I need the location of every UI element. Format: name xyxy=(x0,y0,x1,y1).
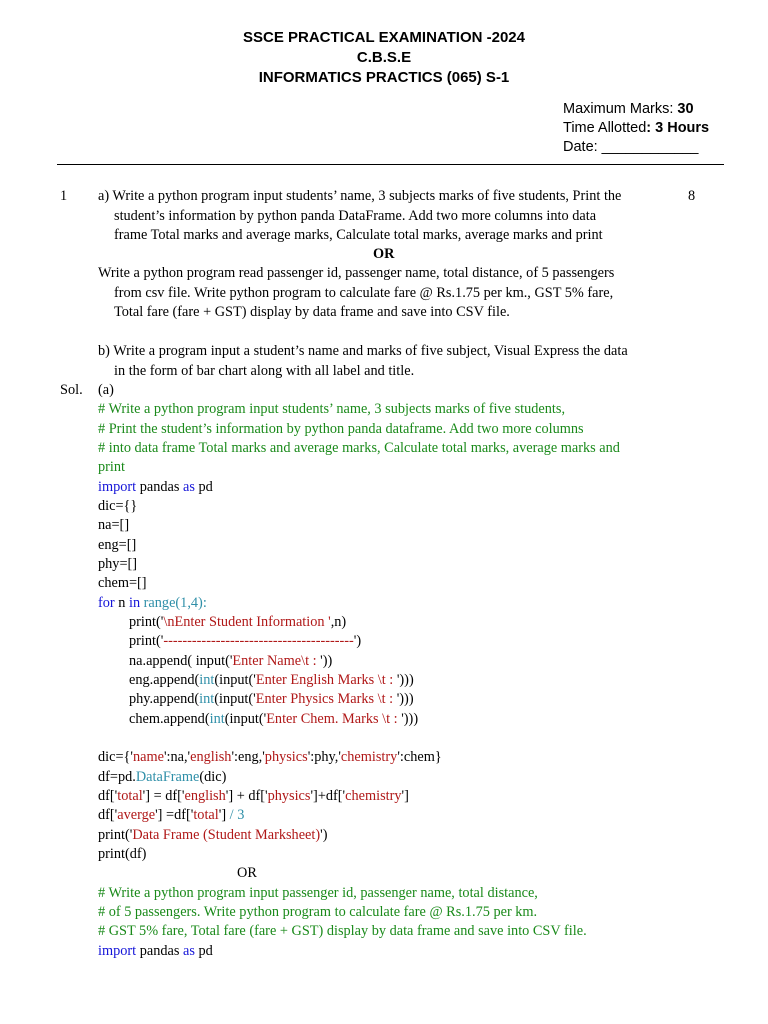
question-marks: 8 xyxy=(688,188,696,204)
code-text: ':phy,' xyxy=(307,749,341,765)
string-literal: total xyxy=(193,807,219,823)
code-line-append xyxy=(129,690,414,710)
string-literal: Enter English Marks \t : xyxy=(255,672,397,688)
code-line-import xyxy=(98,478,213,498)
string-literal: english xyxy=(190,749,232,765)
code-line: dic={} xyxy=(98,498,138,514)
code-text: print(' xyxy=(129,614,164,630)
code-text: '] + df[' xyxy=(225,788,268,804)
question-number: 1 xyxy=(60,188,68,204)
code-comment: # of 5 passengers. Write python program to calculate fare @ Rs.1.75 per km. xyxy=(98,904,538,920)
code-comment: print xyxy=(98,459,126,475)
string-literal: name xyxy=(132,749,164,765)
code-line-append xyxy=(129,710,418,730)
code-text: (1,4): xyxy=(175,595,207,611)
code-line-print-df: print(df) xyxy=(98,846,147,862)
code-text: pd xyxy=(194,943,213,959)
code-text: pd xyxy=(194,479,213,495)
question-alt-line-2: from csv file. Write python program to calculate fare @ Rs.1.75 per km., GST 5% fare, xyxy=(114,285,614,301)
date-field: Date: ____________ xyxy=(563,139,699,155)
code-text: phy.append( xyxy=(129,691,200,707)
string-literal: averge xyxy=(117,807,156,823)
code-text: ') xyxy=(320,827,328,843)
numeric-literal: / 3 xyxy=(229,807,245,823)
string-literal: total xyxy=(117,788,143,804)
code-line: chem=[] xyxy=(98,575,147,591)
time-allotted xyxy=(563,119,709,138)
code-line-print xyxy=(129,613,346,633)
max-marks-label: Maximum Marks: xyxy=(563,101,678,117)
code-text: na.append( input(' xyxy=(129,653,233,669)
code-text: (input(' xyxy=(214,691,256,707)
header-divider xyxy=(57,164,724,165)
string-literal: \nEnter Student Information ' xyxy=(163,614,331,630)
code-text: ') xyxy=(353,633,362,649)
string-literal: Enter Chem. Marks \t : xyxy=(266,711,402,727)
question-a-line-1: a) Write a python program input students’ name, 3 subjects marks of five students, Print the xyxy=(98,188,622,204)
code-text: ')) xyxy=(320,653,333,669)
solution-part-a: (a) xyxy=(98,382,114,398)
code-line-append xyxy=(129,652,332,672)
code-comment: # into data frame Total marks and average marks, Calculate total marks, average marks and xyxy=(98,440,620,456)
keyword: for xyxy=(98,595,115,611)
code-text: '] xyxy=(218,807,230,823)
code-line-print xyxy=(129,632,361,652)
code-text: df[' xyxy=(98,807,118,823)
keyword: as xyxy=(182,943,195,959)
code-line: phy=[] xyxy=(98,556,138,572)
builtin-function: DataFrame xyxy=(135,769,200,785)
string-literal: Data Frame (Student Marksheet) xyxy=(132,827,321,843)
time-label: Time Allotted xyxy=(563,120,647,136)
code-line: eng=[] xyxy=(98,537,137,553)
code-line-average xyxy=(98,806,244,826)
string-literal: chemistry xyxy=(340,749,398,765)
question-b-line-2: in the form of bar chart along with all label and title. xyxy=(114,363,415,379)
code-line-import xyxy=(98,942,213,962)
keyword: in xyxy=(128,595,141,611)
code-line-dict xyxy=(98,748,442,768)
string-literal: physics xyxy=(264,749,308,765)
code-line-total xyxy=(98,787,409,807)
code-text: (input(' xyxy=(214,672,256,688)
solution-or: OR xyxy=(237,865,257,881)
time-value: : 3 Hours xyxy=(646,120,710,136)
code-text: chem.append( xyxy=(129,711,210,727)
string-literal: physics xyxy=(267,788,311,804)
code-line-dataframe xyxy=(98,768,226,788)
string-literal: ---------------------------------------- xyxy=(163,633,354,649)
code-text: ,n) xyxy=(330,614,347,630)
code-text: ')) xyxy=(396,691,409,707)
code-comment: # Print the student’s information by python panda dataframe. Add two more columns xyxy=(98,421,584,437)
code-text: df=pd. xyxy=(98,769,136,785)
code-text: ) xyxy=(408,691,414,707)
keyword: import xyxy=(98,479,137,495)
exam-title: SSCE PRACTICAL EXAMINATION -2024 xyxy=(243,29,525,46)
code-text: dic={' xyxy=(98,749,133,765)
code-text: '] =df[' xyxy=(155,807,194,823)
string-literal: Enter Name\t : xyxy=(232,653,321,669)
string-literal: chemistry xyxy=(345,788,402,804)
code-text: ) xyxy=(413,711,419,727)
builtin-function: range xyxy=(143,595,176,611)
subject-title: INFORMATICS PRACTICS (065) S-1 xyxy=(258,69,510,86)
code-comment: # Write a python program input students’ name, 3 subjects marks of five students, xyxy=(98,401,566,417)
max-marks xyxy=(563,100,694,119)
code-text: ':na,' xyxy=(163,749,191,765)
code-text: eng.append( xyxy=(129,672,200,688)
code-comment: # Write a python program input passenger id, passenger name, total distance, xyxy=(98,885,538,901)
question-alt-line-3: Total fare (fare + GST) display by data frame and save into CSV file. xyxy=(114,304,510,320)
code-text: df[' xyxy=(98,788,118,804)
code-line-for xyxy=(98,594,207,614)
max-marks-value: 30 xyxy=(677,101,694,117)
code-text: ) xyxy=(408,672,414,688)
code-text: ')) xyxy=(396,672,409,688)
code-text: ')) xyxy=(401,711,414,727)
code-text: ':chem} xyxy=(397,749,442,765)
question-b-line-1: b) Write a program input a student’s name and marks of five subject, Visual Express the data xyxy=(98,343,628,359)
code-text: pandas xyxy=(136,943,183,959)
code-text: n xyxy=(114,595,129,611)
builtin-function: int xyxy=(199,691,215,707)
code-text: pandas xyxy=(136,479,183,495)
code-line: na=[] xyxy=(98,517,130,533)
code-line-print xyxy=(98,826,327,846)
code-text: ']+df[' xyxy=(310,788,346,804)
code-text: print(' xyxy=(129,633,164,649)
code-text: (dic) xyxy=(199,769,227,785)
string-literal: english xyxy=(184,788,226,804)
code-text: '] = df[' xyxy=(142,788,185,804)
code-comment: # GST 5% fare, Total fare (fare + GST) display by data frame and save into CSV file. xyxy=(98,923,587,939)
question-a-line-2: student’s information by python panda DataFrame. Add two more columns into data xyxy=(114,208,597,224)
question-a-line-3: frame Total marks and average marks, Calculate total marks, average marks and print xyxy=(114,227,603,243)
code-text: (input(' xyxy=(224,711,267,727)
keyword: as xyxy=(182,479,195,495)
code-text: ':eng,' xyxy=(231,749,265,765)
code-text: '] xyxy=(401,788,409,804)
builtin-function: int xyxy=(209,711,225,727)
question-or: OR xyxy=(373,246,395,262)
code-text: print(' xyxy=(98,827,133,843)
string-literal: Enter Physics Marks \t : xyxy=(255,691,397,707)
builtin-function: int xyxy=(199,672,215,688)
solution-label: Sol. xyxy=(60,382,83,398)
code-line-append xyxy=(129,671,414,691)
question-alt-line-1: Write a python program read passenger id, passenger name, total distance, of 5 passengers xyxy=(98,265,615,281)
keyword: import xyxy=(98,943,137,959)
board-name: C.B.S.E xyxy=(356,49,412,66)
